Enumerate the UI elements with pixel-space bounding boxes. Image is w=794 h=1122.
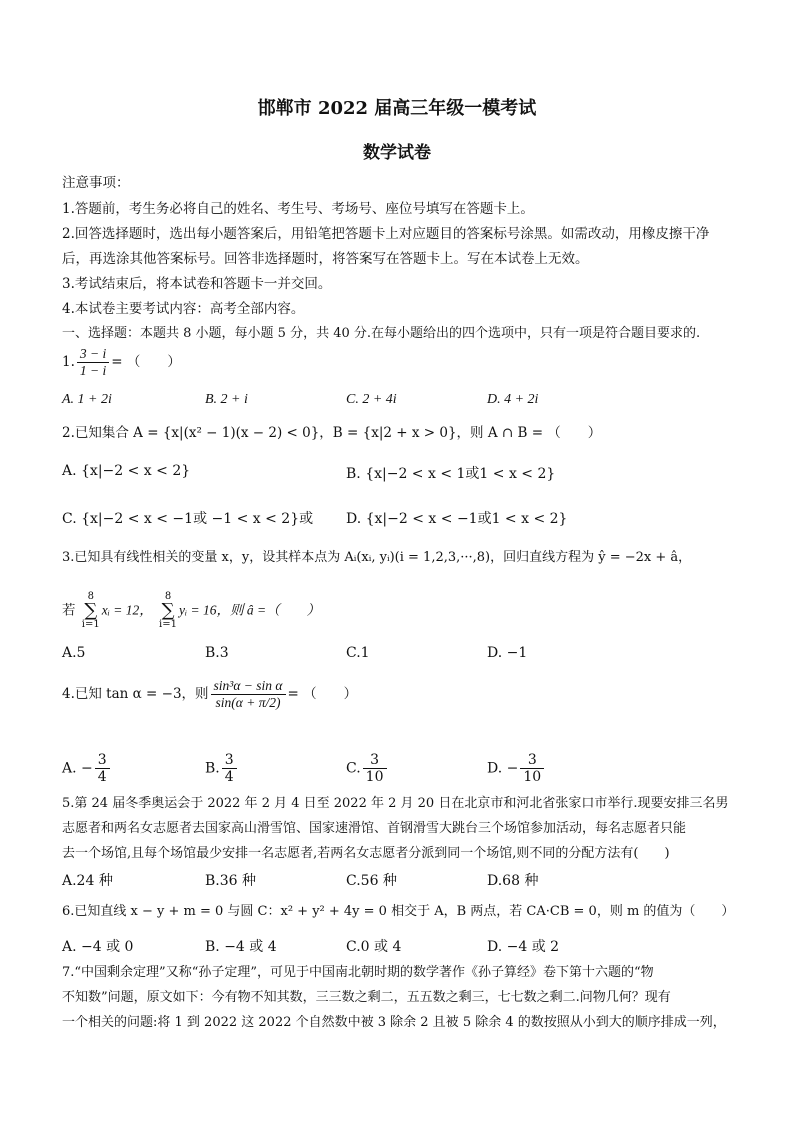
- sum-upper: 8: [164, 591, 172, 602]
- option-d: D. −4 或 2: [487, 939, 560, 955]
- option-d: D. {x|−2 < x < −1或1 < x < 2}: [346, 511, 568, 527]
- sum-upper: 8: [87, 591, 94, 602]
- fraction-denominator: sin(α + π/2): [215, 695, 281, 710]
- exam-title: 邯郸市 2022 届高三年级一模考试: [257, 98, 537, 119]
- notice-item: 4.本试卷主要考试内容：高考全部内容。: [62, 301, 305, 317]
- option-b: B. −4 或 4: [205, 939, 277, 955]
- option-a: [62, 752, 112, 785]
- option-a: A.24 种: [62, 873, 113, 889]
- question-1-stem: [62, 346, 742, 379]
- option-d: D. 4 + 2i: [487, 392, 539, 407]
- option-b: B. {x|−2 < x < 1或1 < x < 2}: [346, 466, 556, 482]
- notice-item: 后，再选涂其他答案标号。回答非选择题时，将答案写在答题卡上。写在本试卷上无效。: [62, 251, 589, 267]
- sigma: ∑: [84, 600, 98, 621]
- fraction-denominator: 10: [365, 769, 384, 785]
- fraction-numerator: 3: [95, 752, 110, 769]
- question-5-line: 去一个场馆,且每个场馆最少安排一名志愿者,若两名女志愿者分派到同一个场馆,则不同的分配方法有( ): [62, 846, 670, 861]
- option-d: D. −1: [487, 645, 528, 661]
- question-number: 1.: [62, 354, 75, 370]
- option-c: C. 2 + 4i: [346, 392, 397, 407]
- option-b: B.3: [205, 645, 229, 661]
- option-c: C.56 种: [346, 873, 397, 889]
- fraction-denominator: 10: [523, 769, 542, 785]
- option-label: B.: [205, 760, 220, 777]
- option-c: [346, 752, 389, 785]
- sum-symbol: [82, 592, 100, 630]
- question-7-line: 一个相关的问题:将 1 到 2022 这 2022 个自然数中被 3 除余 2 且被 5 除余 4 的数按照从小到大的顺序排成一列，: [62, 1015, 726, 1030]
- option-c: C. {x|−2 < x < −1或 −1 < x < 2}或: [62, 511, 314, 527]
- notice-item: 3.考试结束后，将本试卷和答题卡一并交回。: [62, 276, 332, 292]
- option-label: D. −: [487, 760, 519, 777]
- question-3-stem: 3.已知具有线性相关的变量 x，y，设其样本点为 Aᵢ(xᵢ, yᵢ)(i = 1,2,3,···,8)，回归直线方程为 ŷ = −2x + â，: [62, 550, 692, 565]
- notice-heading: 注意事项：: [62, 175, 130, 191]
- sum-symbol: [159, 592, 177, 630]
- fraction: [222, 752, 237, 785]
- option-d: [487, 752, 546, 785]
- question-7-line: 不知数”问题，原文如下：今有物不知其数，三三数之剩二，五五数之剩三，七七数之剩二.问物几何？现有: [62, 990, 671, 1005]
- option-b: B. 2 + i: [205, 392, 248, 407]
- fraction-numerator: 3 − i: [77, 346, 109, 363]
- option-c: C.0 或 4: [346, 939, 402, 955]
- fraction: [77, 346, 109, 379]
- fraction: [211, 678, 286, 711]
- option-a: A. −4 或 0: [62, 939, 134, 955]
- option-d: D.68 种: [487, 873, 539, 889]
- fraction: [520, 752, 544, 785]
- fraction-denominator: 4: [97, 769, 107, 785]
- option-a: A. 1 + 2i: [62, 392, 112, 407]
- fraction-numerator: sin³α − sin α: [211, 678, 286, 695]
- option-label: C.: [346, 760, 361, 777]
- option-a: A.5: [62, 645, 86, 661]
- question-7-line: 7.“中国剩余定理”又称“孙子定理”，可见于中国南北朝时期的数学著作《孙子算经》卷下第十六题的“物: [62, 965, 654, 980]
- sum-x: xᵢ = 12，: [101, 602, 153, 618]
- option-c: C.1: [346, 645, 370, 661]
- fraction-denominator: 1 − i: [79, 363, 107, 378]
- question-2-stem: 2.已知集合 A = {x|(x² − 1)(x − 2) < 0}，B = {x|2 + x > 0}，则 A ∩ B = （ ）: [62, 425, 602, 441]
- fraction-numerator: 3: [222, 752, 237, 769]
- sigma: ∑: [161, 600, 175, 621]
- fraction: [363, 752, 387, 785]
- question-4-stem: [62, 678, 742, 711]
- sum-lower: i=1: [81, 619, 100, 630]
- exam-subtitle: 数学试卷: [363, 143, 431, 163]
- question-3-condition: [62, 592, 742, 630]
- fraction-denominator: 4: [224, 769, 234, 785]
- question-5-line: 5.第 24 届冬季奥运会于 2022 年 2 月 4 日至 2022 年 2 月 20 日在北京市和河北省张家口市举行.现要安排三名男: [62, 796, 729, 811]
- sum-lower: i=1: [159, 619, 177, 630]
- option-b: [205, 752, 239, 785]
- option-b: B.36 种: [205, 873, 257, 889]
- fraction: [95, 752, 110, 785]
- notice-item: 2.回答选择题时，选出每小题答案后，用铅笔把答题卡上对应题目的答案标号涂黑。如需改动，用橡皮擦干净: [62, 226, 710, 242]
- question-prefix: 4.已知 tan α = −3，则: [62, 686, 209, 702]
- question-6-stem: 6.已知直线 x − y + m = 0 与圆 C：x² + y² + 4y = 0 相交于 A，B 两点，若 CA·CB = 0，则 m 的值为（ ）: [62, 904, 735, 919]
- question-5-line: 志愿者和两名女志愿者去国家高山滑雪馆、国家速滑馆、首钢滑雪大跳台三个场馆参加活动，每名志愿者只能: [62, 821, 687, 836]
- option-label: A. −: [62, 760, 93, 777]
- fraction-numerator: 3: [520, 752, 544, 769]
- sum-y: yᵢ = 16，则 â =（ ）: [179, 602, 321, 618]
- section-heading: 一、选择题：本题共 8 小题，每小题 5 分，共 40 分.在每小题给出的四个选项中，只有一项是符合题目要求的.: [62, 326, 701, 341]
- fraction-numerator: 3: [363, 752, 387, 769]
- question-tail: = （ ）: [287, 686, 358, 702]
- option-a: A. {x|−2 < x < 2}: [62, 463, 191, 479]
- notice-item: 1.答题前，考生务必将自己的姓名、考生号、考场号、座位号填写在答题卡上。: [62, 201, 534, 217]
- condition-prefix: 若: [62, 602, 76, 619]
- question-tail: = （ ）: [111, 354, 181, 370]
